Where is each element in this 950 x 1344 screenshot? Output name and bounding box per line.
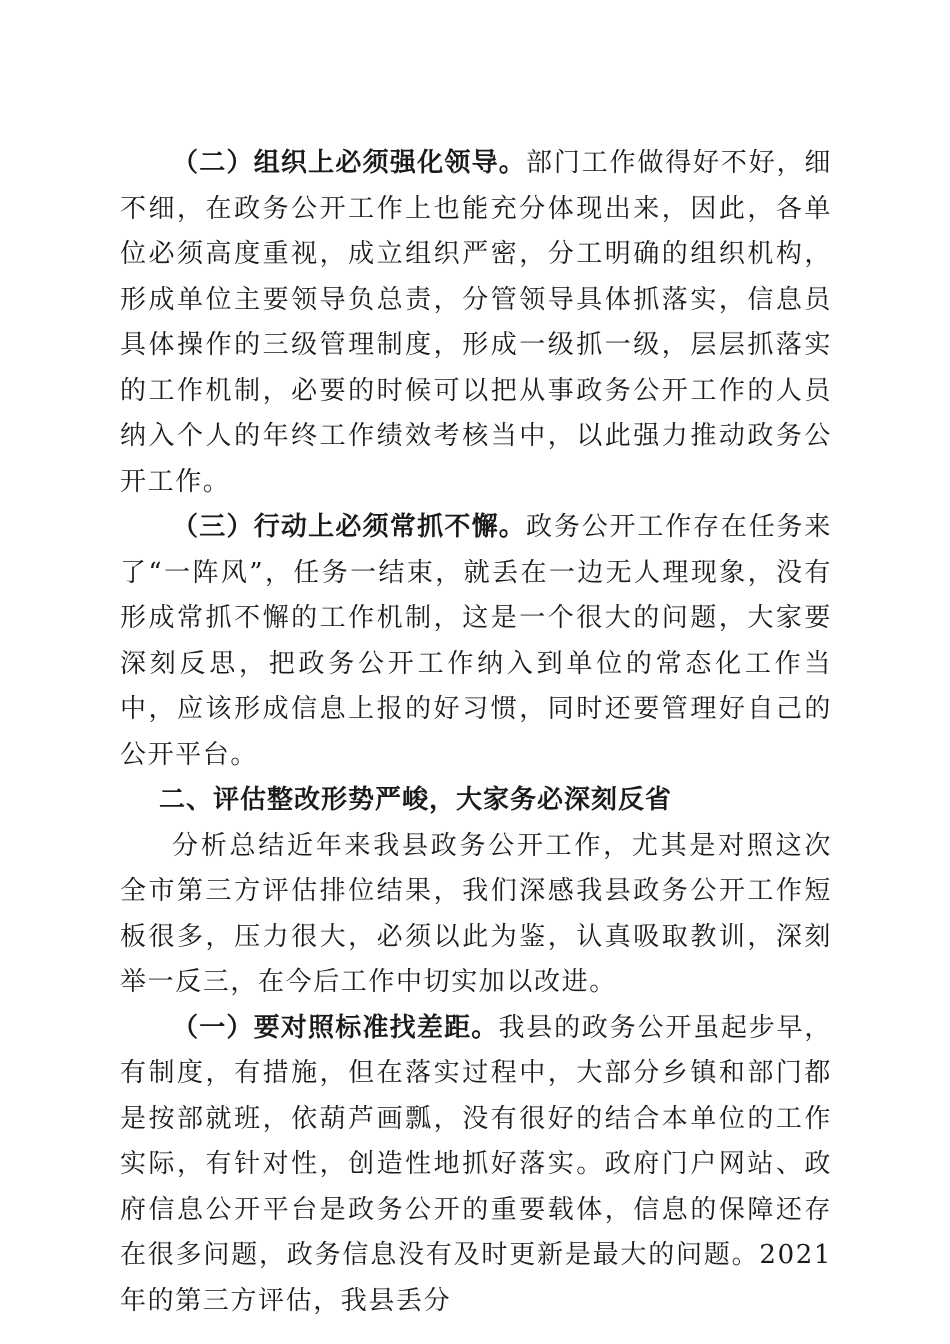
paragraph-organization-leadership [120,141,832,505]
section-heading: 二、评估整改形势严峻，大家务必深刻反省 [159,785,673,815]
paragraph-lead: （一）要对照标准找差距。 [172,1012,499,1043]
paragraph-lead: （二）组织上必须强化领导。 [172,148,527,178]
document-body [120,141,832,1324]
paragraph-text: 部门工作做得好不好，细不细，在政务公开工作上也能充分体现出来，因此，各单位必须高度重视，成立组织严密，分工明确的组织机构，形成单位主要领导负总责，分管领导具体抓落实，信息员具体操作的三级管理制度，形成一级抓一级，层层抓落实的工作机制，必要的时候可以把从事政务公开工作的人员纳入个人的年终工作绩效考核当中，以此强力推动政务公开工作。 [120,148,832,497]
paragraph-intro: 分析总结近年来我县政务公开工作，尤其是对照这次全市第三方评估排位结果，我们深感我县政务公开工作短板很多，压力很大，必须以此为鉴，认真吸取教训，深刻举一反三，在今后工作中切实加以改进。 [120,830,832,997]
paragraph-text: 我县的政务公开虽起步早，有制度，有措施，但在落实过程中，大部分乡镇和部门都是按部就班，依葫芦画瓢，没有很好的结合本单位的工作实际，有针对性，创造性地抓好落实。政府门户网站、政府信息公开平台是政务公开的重要载体，信息的保障还存在很多问题，政务信息没有及时更新是最大的问题。2021 年的第三方评估，我县丢分 [120,1012,832,1316]
paragraph-lead: （三）行动上必须常抓不懈。 [172,512,527,542]
paragraph-compare-standards [120,1006,832,1325]
paragraph-persistent-action [120,505,832,778]
paragraph-text: 政务公开工作存在任务来了“一阵风”，任务一结束，就丢在一边无人理现象，没有形成常抓不懈的工作机制，这是一个很大的问题，大家要深刻反思，把政务公开工作纳入到单位的常态化工作当中，应该形成信息上报的好习惯，同时还要管理好自己的公开平台。 [120,512,832,770]
